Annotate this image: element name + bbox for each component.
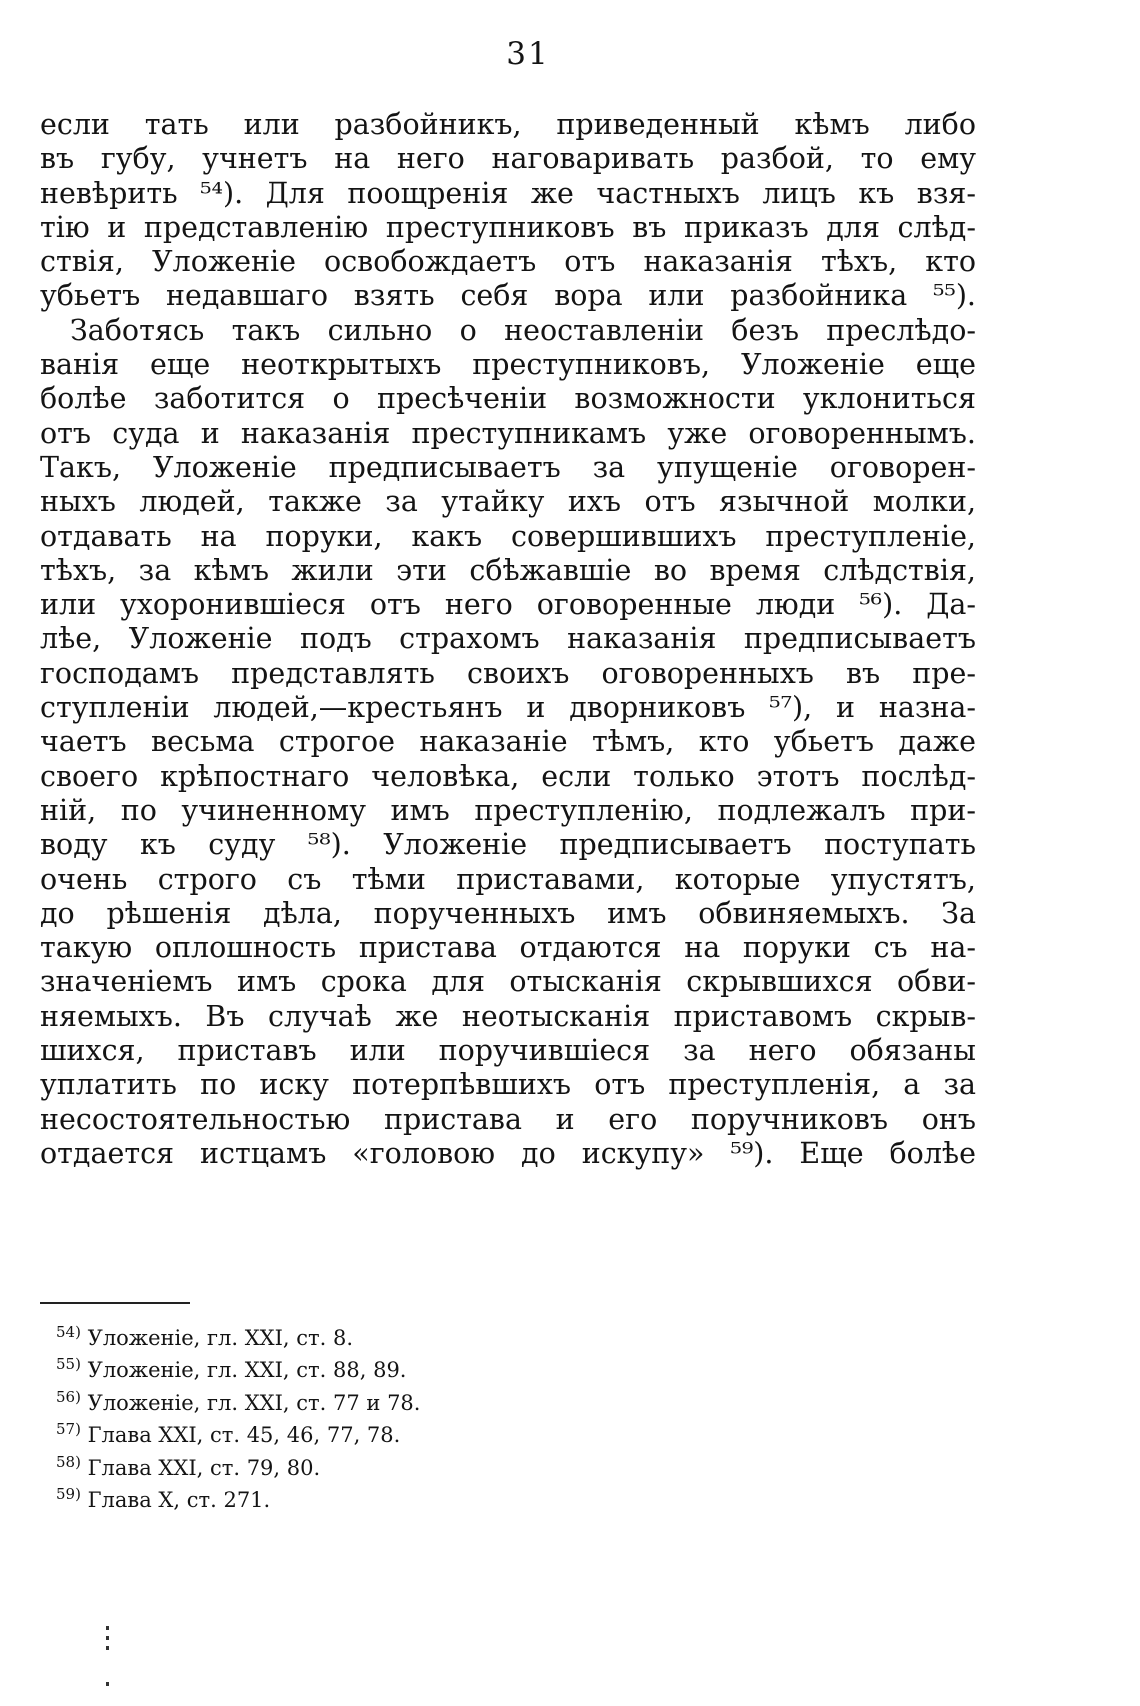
footnote-mark: 56) — [56, 1387, 81, 1406]
footnote-mark: 54) — [56, 1323, 81, 1341]
footnote-mark: 57) — [56, 1420, 81, 1439]
text-line: Такъ, Уложеніе предписываетъ за упущеніе оговорен- — [40, 450, 976, 484]
scan-specks — [106, 1626, 110, 1690]
text-line: болѣе заботится о пресѣченіи возможности уклониться — [40, 382, 976, 416]
text-line: ній, по учиненному имъ преступленію, подлежалъ при- — [40, 793, 976, 827]
text-line: такую оплошность пристава отдаются на поруки съ на- — [40, 931, 976, 965]
text-line: если тать или разбойникъ, приведенный кѣмъ либо — [40, 108, 976, 141]
footnote-text: Уложеніе, гл. XXI, ст. 8. — [87, 1326, 354, 1350]
text-line: ныхъ людей, также за утайку ихъ отъ язычной молки, — [40, 485, 976, 519]
paragraph-start-line: Заботясь такъ сильно о неоставленіи безъ преслѣдо- — [70, 313, 976, 347]
text-line: ступленіи людей,—крестьянъ и дворниковъ ⁵⁷), и назна- — [40, 691, 976, 725]
text-line: убьетъ недавшаго взять себя вора или разбойника ⁵⁵). — [40, 279, 976, 313]
text-line: няемыхъ. Въ случаѣ же неотысканія приставомъ скрыв- — [40, 999, 976, 1033]
text-line: воду къ суду ⁵⁸). Уложеніе предписываетъ поступать — [40, 828, 976, 862]
footnote — [56, 1419, 420, 1451]
text-line: въ губу, учнетъ на него наговаривать разбой, то ему — [40, 142, 976, 176]
text-line: ствія, Уложеніе освобождаетъ отъ наказанія тѣхъ, кто — [40, 245, 976, 279]
footnote — [56, 1484, 420, 1516]
footnote-mark: 55) — [56, 1355, 81, 1374]
text-line: значеніемъ имъ срока для отысканія скрывшихся обви- — [40, 965, 976, 999]
footnote — [56, 1387, 420, 1419]
footnotes — [56, 1322, 420, 1516]
footnote-text: Глава X, ст. 271. — [87, 1488, 271, 1513]
page-number: 31 — [506, 36, 550, 72]
text-line: до рѣшенія дѣла, порученныхъ имъ обвиняемыхъ. За — [40, 896, 976, 930]
footnote-separator — [40, 1302, 190, 1304]
footnote-text: Глава XXI, ст. 79, 80. — [87, 1455, 321, 1480]
footnote-mark: 58) — [56, 1452, 81, 1471]
text-line: шихся, приставъ или поручившіеся за него обязаны — [40, 1034, 976, 1068]
text-line: уплатить по иску потерпѣвшихъ отъ преступленія, а за — [40, 1068, 976, 1102]
text-line: отдается истцамъ «головою до искупу» ⁵⁹). Еще болѣе — [40, 1136, 976, 1170]
text-line: ванія еще неоткрытыхъ преступниковъ, Уложеніе еще — [40, 348, 976, 382]
text-line: отдавать на поруки, какъ совершившихъ преступленіе, — [40, 519, 976, 553]
footnote-text: Уложеніе, гл. XXI, ст. 77 и 78. — [87, 1390, 421, 1415]
text-line: господамъ представлять своихъ оговоренныхъ въ пре- — [40, 656, 976, 690]
footnote-text: Глава XXI, ст. 45, 46, 77, 78. — [87, 1423, 401, 1448]
text-line: тѣхъ, за кѣмъ жили эти сбѣжавшіе во время слѣдствія, — [40, 553, 976, 587]
footnote — [56, 1354, 420, 1386]
text-line: отъ суда и наказанія преступникамъ уже оговореннымъ. — [40, 416, 976, 450]
text-line: тію и представленію преступниковъ въ приказъ для слѣд- — [40, 210, 976, 244]
text-line: чаетъ весьма строгое наказаніе тѣмъ, кто убьетъ даже — [40, 725, 976, 759]
text-line: невѣрить ⁵⁴). Для поощренія же частныхъ лицъ къ взя- — [40, 176, 976, 210]
footnote-text: Уложеніе, гл. XXI, ст. 88, 89. — [87, 1358, 407, 1383]
text-line: несостоятельностью пристава и его поручниковъ онъ — [40, 1102, 976, 1136]
footnote — [56, 1452, 420, 1484]
text-line: своего крѣпостнаго человѣка, если только этотъ послѣд- — [40, 759, 976, 793]
footnote-mark: 59) — [56, 1485, 81, 1504]
text-line: или ухоронившіеся отъ него оговоренные люди ⁵⁶). Да- — [40, 588, 976, 622]
text-line: очень строго съ тѣми приставами, которые упустятъ, — [40, 862, 976, 896]
text-line: лѣе, Уложеніе подъ страхомъ наказанія предписываетъ — [40, 622, 976, 656]
footnote — [56, 1322, 420, 1354]
body-text — [40, 108, 976, 1171]
